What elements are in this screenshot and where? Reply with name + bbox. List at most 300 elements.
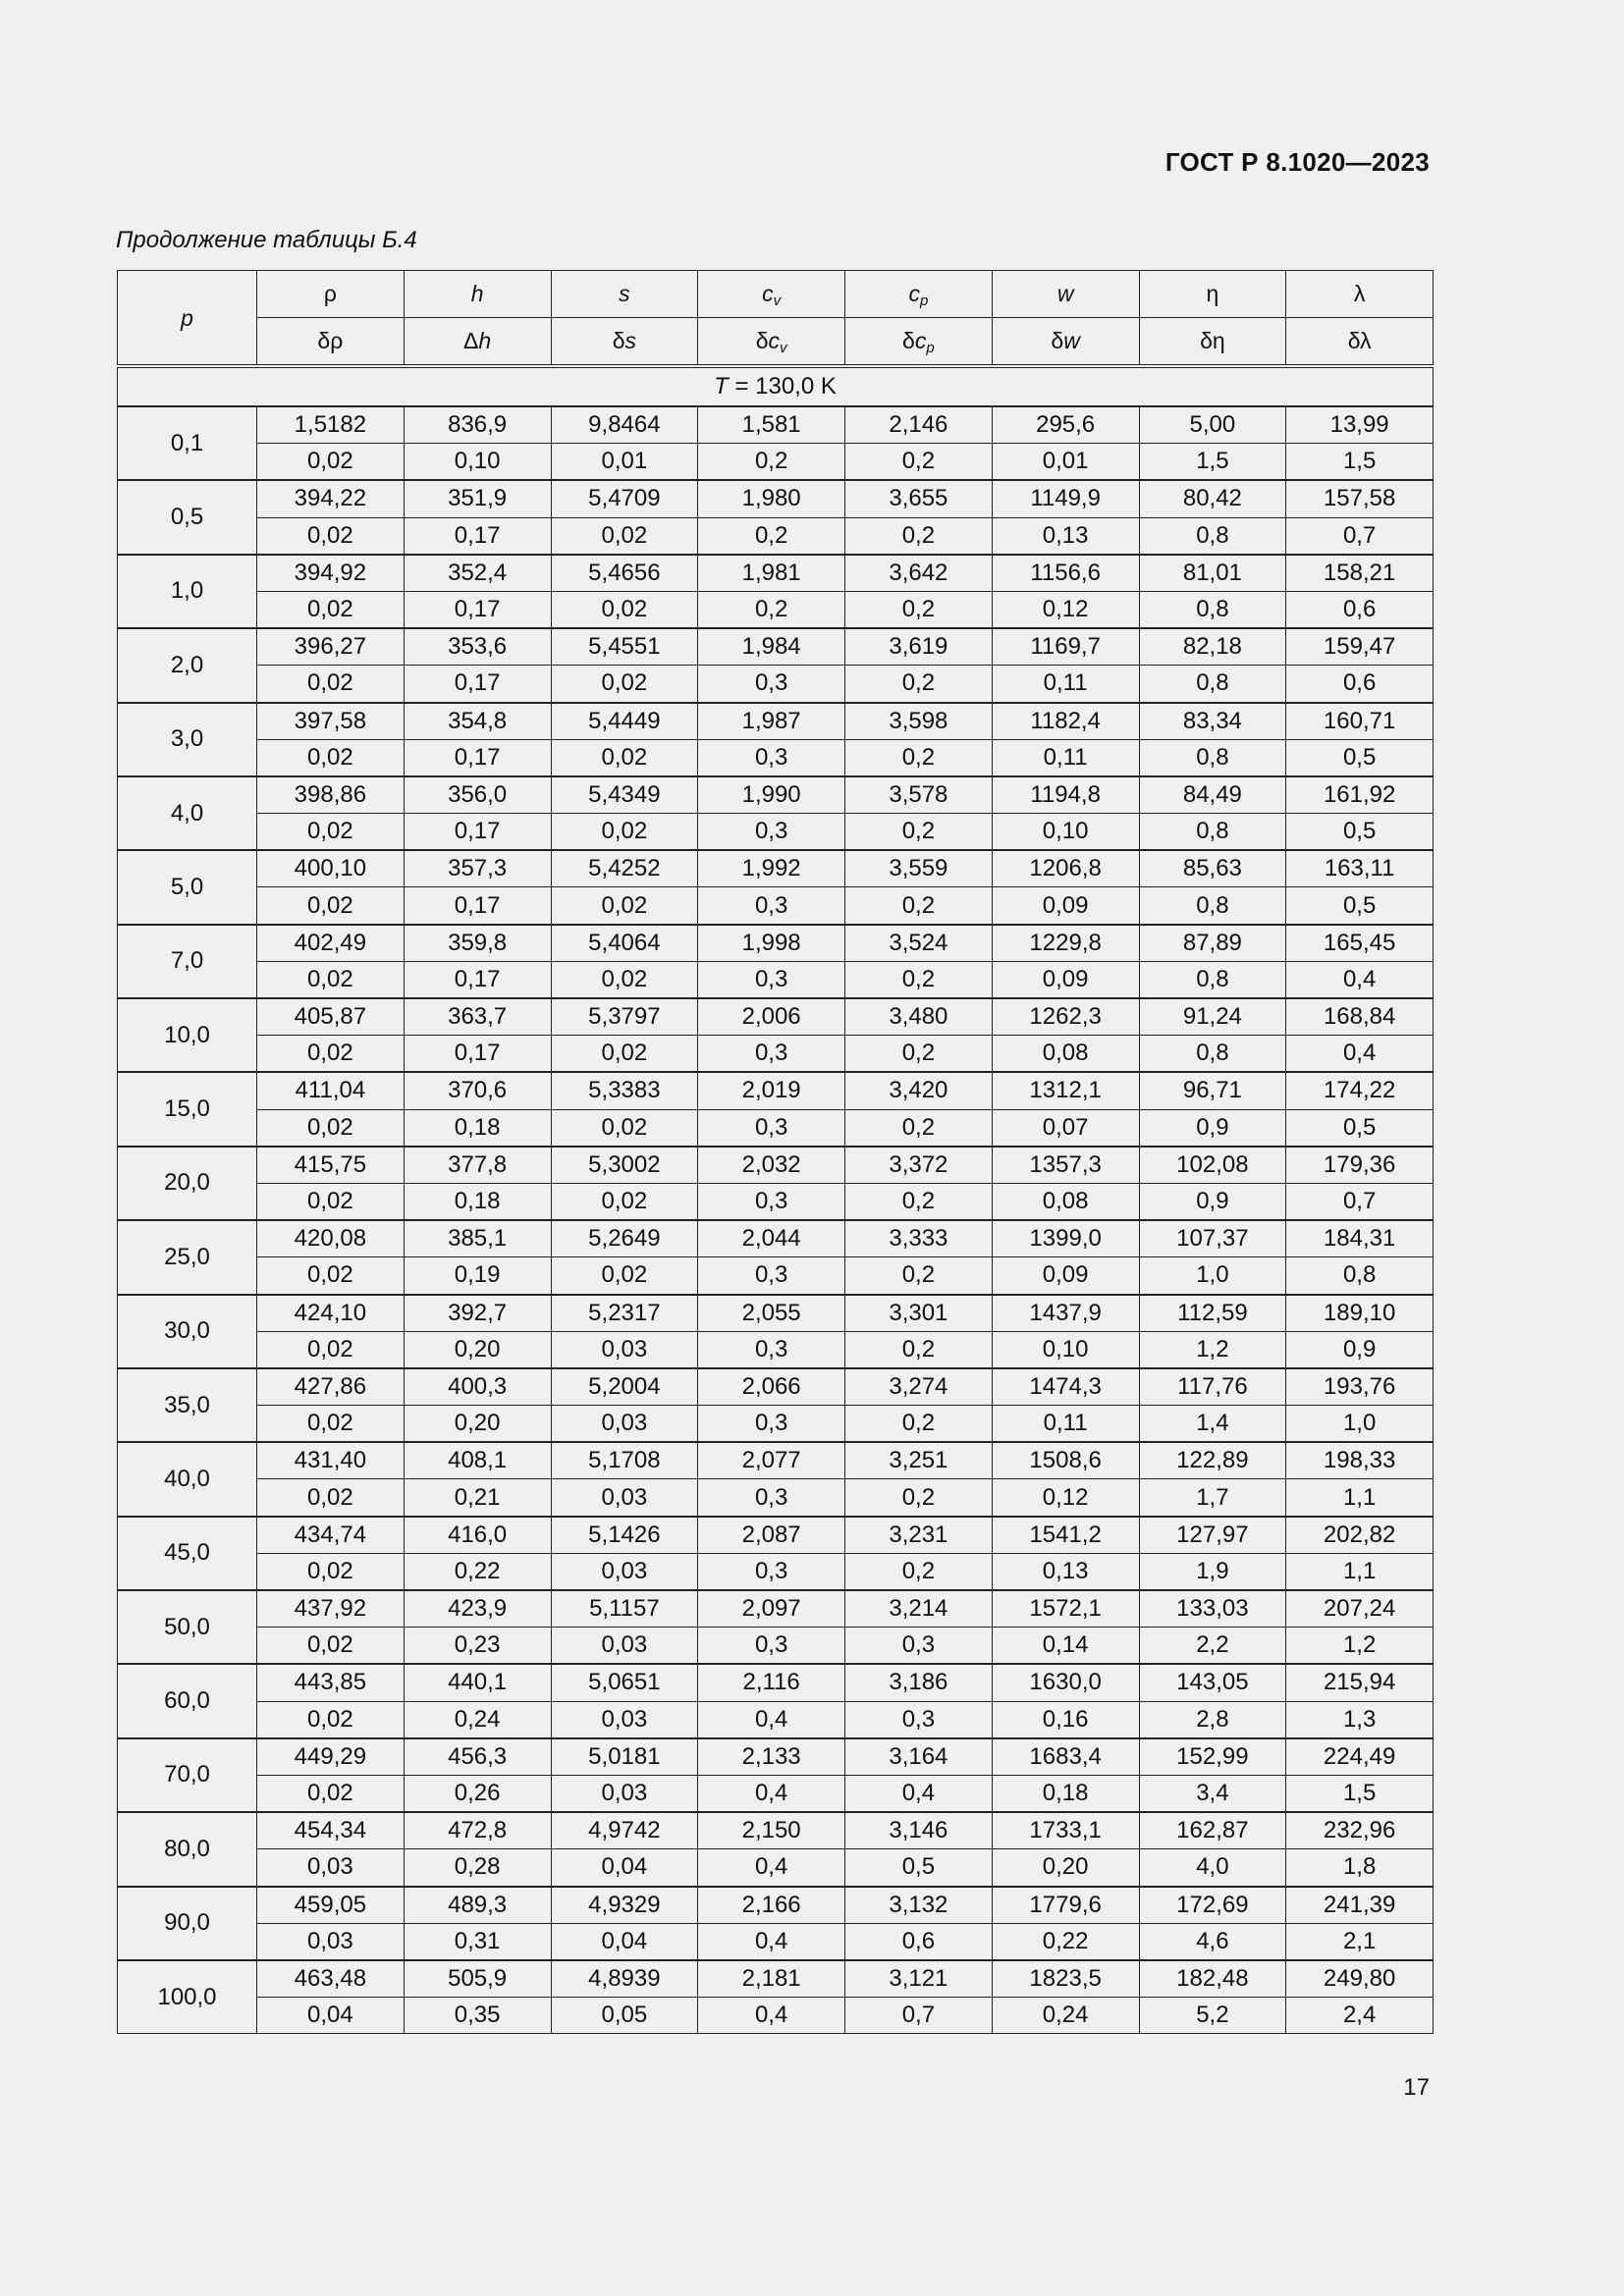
value-cell: 193,76 [1286,1368,1434,1406]
value-cell: 1156,6 [992,555,1139,592]
uncertainty-cell: 0,17 [404,814,551,851]
table-row-uncertainty [118,814,1434,851]
table-row [118,1517,1434,1554]
uncertainty-cell: 0,4 [1286,961,1434,998]
value-cell: 2,006 [698,998,845,1036]
uncertainty-cell: 0,02 [551,1036,698,1073]
uncertainty-cell: 0,03 [551,1553,698,1590]
uncertainty-cell: 0,3 [698,814,845,851]
uncertainty-cell: 0,03 [551,1628,698,1665]
value-cell: 437,92 [257,1590,405,1628]
uncertainty-cell: 0,02 [257,887,405,925]
pressure-column-header: p [118,271,257,367]
value-cell: 1,981 [698,555,845,592]
value-cell: 160,71 [1286,703,1434,740]
value-cell: 1541,2 [992,1517,1139,1554]
standard-code: ГОСТ Р 8.1020—2023 [1164,147,1430,177]
value-cell: 3,480 [845,998,993,1036]
uncertainty-cell: 0,13 [992,517,1139,555]
value-cell: 2,146 [845,406,993,444]
value-cell: 2,181 [698,1960,845,1998]
uncertainty-cell: 2,4 [1286,1998,1434,2034]
header-row-uncertainties [118,318,1434,367]
uncertainty-cell: 0,8 [1139,517,1286,555]
value-cell: 1,998 [698,925,845,962]
table-row-uncertainty [118,444,1434,481]
value-cell: 295,6 [992,406,1139,444]
value-cell: 5,4252 [551,850,698,887]
uncertainty-cell: 1,5 [1286,444,1434,481]
value-cell: 1206,8 [992,850,1139,887]
value-cell: 3,121 [845,1960,993,1998]
uncertainty-cell: 0,07 [992,1109,1139,1147]
value-cell: 4,8939 [551,1960,698,1998]
value-cell: 3,301 [845,1295,993,1332]
pressure-cell: 15,0 [118,1072,257,1146]
uncertainty-cell: 1,0 [1286,1406,1434,1443]
uncertainty-cell: 0,2 [845,444,993,481]
value-cell: 3,372 [845,1147,993,1184]
uncertainty-cell: 0,5 [1286,887,1434,925]
pressure-cell: 10,0 [118,998,257,1072]
value-cell: 434,74 [257,1517,405,1554]
uncertainty-cell: 0,02 [551,739,698,776]
table-row-uncertainty [118,517,1434,555]
uncertainty-cell: 0,11 [992,1406,1139,1443]
value-cell: 2,150 [698,1812,845,1849]
pressure-cell: 70,0 [118,1738,257,1812]
value-cell: 456,3 [404,1738,551,1776]
table-row [118,1147,1434,1184]
uncertainty-cell: 0,26 [404,1775,551,1812]
value-cell: 1262,3 [992,998,1139,1036]
value-cell: 96,71 [1139,1072,1286,1109]
uncertainty-cell: 0,17 [404,887,551,925]
uncertainty-cell: 1,5 [1286,1775,1434,1812]
table-row-uncertainty [118,1479,1434,1517]
uncertainty-cell: 0,2 [845,1553,993,1590]
uncertainty-cell: 0,3 [698,1331,845,1368]
table-row [118,1368,1434,1406]
uncertainty-cell: 0,9 [1139,1109,1286,1147]
table-row-uncertainty [118,739,1434,776]
temperature-value: = 130,0 K [728,373,837,400]
value-cell: 1169,7 [992,628,1139,666]
table-row-uncertainty [118,1257,1434,1295]
value-cell: 408,1 [404,1442,551,1479]
value-cell: 2,133 [698,1738,845,1776]
uncertainty-cell: 0,3 [698,1406,845,1443]
uncertainty-cell: 0,9 [1139,1183,1286,1220]
pressure-cell: 3,0 [118,703,257,776]
value-cell: 122,89 [1139,1442,1286,1479]
value-cell: 394,22 [257,480,405,517]
value-cell: 3,146 [845,1812,993,1849]
uncertainty-cell: 0,4 [845,1775,993,1812]
value-cell: 505,9 [404,1960,551,1998]
header-row-quantities [118,271,1434,318]
value-cell: 443,85 [257,1664,405,1701]
value-cell: 249,80 [1286,1960,1434,1998]
value-cell: 5,1426 [551,1517,698,1554]
value-cell: 5,4709 [551,480,698,517]
uncertainty-cell: 0,2 [845,591,993,628]
value-cell: 1474,3 [992,1368,1139,1406]
uncertainty-cell: 0,05 [551,1998,698,2034]
uncertainty-cell: 0,22 [992,1923,1139,1960]
value-cell: 2,097 [698,1590,845,1628]
uncertainty-cell: 0,7 [1286,517,1434,555]
table-row-uncertainty [118,1109,1434,1147]
pressure-cell: 40,0 [118,1442,257,1516]
uncertainty-cell: 0,7 [845,1998,993,2034]
uncertainty-cell: 0,2 [698,444,845,481]
value-cell: 357,3 [404,850,551,887]
uncertainty-cell: 0,3 [698,1109,845,1147]
column-uncertainty-header-6: δη [1139,318,1286,367]
value-cell: 165,45 [1286,925,1434,962]
value-cell: 1683,4 [992,1738,1139,1776]
value-cell: 1,581 [698,406,845,444]
uncertainty-cell: 1,4 [1139,1406,1286,1443]
value-cell: 352,4 [404,555,551,592]
value-cell: 454,34 [257,1812,405,1849]
value-cell: 9,8464 [551,406,698,444]
uncertainty-cell: 0,5 [1286,1109,1434,1147]
uncertainty-cell: 0,4 [698,1849,845,1887]
pressure-cell: 50,0 [118,1590,257,1664]
column-header-7: λ [1286,271,1434,318]
uncertainty-cell: 0,04 [551,1923,698,1960]
value-cell: 184,31 [1286,1220,1434,1257]
uncertainty-cell: 0,3 [698,1183,845,1220]
properties-table [117,270,1434,2034]
uncertainty-cell: 0,03 [551,1775,698,1812]
value-cell: 402,49 [257,925,405,962]
uncertainty-cell: 0,03 [257,1849,405,1887]
table-row-uncertainty [118,1406,1434,1443]
uncertainty-cell: 0,02 [551,1183,698,1220]
value-cell: 5,00 [1139,406,1286,444]
uncertainty-cell: 0,8 [1139,887,1286,925]
value-cell: 354,8 [404,703,551,740]
uncertainty-cell: 0,17 [404,517,551,555]
value-cell: 182,48 [1139,1960,1286,1998]
value-cell: 2,077 [698,1442,845,1479]
uncertainty-cell: 0,02 [257,517,405,555]
value-cell: 241,39 [1286,1887,1434,1924]
uncertainty-cell: 0,02 [551,1257,698,1295]
uncertainty-cell: 0,5 [1286,739,1434,776]
table-row [118,776,1434,814]
uncertainty-cell: 0,22 [404,1553,551,1590]
uncertainty-cell: 0,6 [1286,591,1434,628]
value-cell: 1630,0 [992,1664,1139,1701]
pressure-cell: 2,0 [118,628,257,702]
pressure-cell: 7,0 [118,925,257,998]
uncertainty-cell: 0,18 [404,1183,551,1220]
uncertainty-cell: 1,0 [1139,1257,1286,1295]
uncertainty-cell: 0,2 [845,887,993,925]
uncertainty-cell: 0,2 [845,1109,993,1147]
value-cell: 215,94 [1286,1664,1434,1701]
uncertainty-cell: 0,4 [1286,1036,1434,1073]
pressure-cell: 25,0 [118,1220,257,1294]
value-cell: 1,990 [698,776,845,814]
uncertainty-cell: 0,01 [992,444,1139,481]
uncertainty-cell: 0,02 [551,887,698,925]
uncertainty-cell: 1,1 [1286,1553,1434,1590]
value-cell: 102,08 [1139,1147,1286,1184]
uncertainty-cell: 0,8 [1139,961,1286,998]
value-cell: 385,1 [404,1220,551,1257]
uncertainty-cell: 0,11 [992,739,1139,776]
pressure-cell: 0,1 [118,406,257,480]
value-cell: 3,251 [845,1442,993,1479]
column-uncertainty-header-4: $\delta c_p$ [845,318,993,367]
uncertainty-cell: 0,02 [551,666,698,703]
value-cell: 3,164 [845,1738,993,1776]
table-row-uncertainty [118,1849,1434,1887]
uncertainty-cell: 0,14 [992,1628,1139,1665]
uncertainty-cell: 0,2 [845,1406,993,1443]
uncertainty-cell: 0,7 [1286,1183,1434,1220]
value-cell: 3,598 [845,703,993,740]
uncertainty-cell: 0,03 [551,1331,698,1368]
value-cell: 2,032 [698,1147,845,1184]
uncertainty-cell: 0,2 [698,517,845,555]
table-row-uncertainty [118,1036,1434,1073]
uncertainty-cell: 1,3 [1286,1701,1434,1738]
value-cell: 107,37 [1139,1220,1286,1257]
table-row [118,555,1434,592]
value-cell: 3,231 [845,1517,993,1554]
uncertainty-cell: 0,02 [257,1628,405,1665]
uncertainty-cell: 0,09 [992,887,1139,925]
uncertainty-cell: 0,02 [257,961,405,998]
value-cell: 431,40 [257,1442,405,1479]
uncertainty-cell: 5,2 [1139,1998,1286,2034]
table-row-uncertainty [118,1628,1434,1665]
uncertainty-cell: 0,02 [257,591,405,628]
column-uncertainty-header-2: δs [551,318,698,367]
uncertainty-cell: 1,7 [1139,1479,1286,1517]
value-cell: 159,47 [1286,628,1434,666]
table-row-uncertainty [118,1701,1434,1738]
uncertainty-cell: 0,13 [992,1553,1139,1590]
uncertainty-cell: 0,2 [845,1479,993,1517]
column-uncertainty-header-1: Δh [404,318,551,367]
table-row-uncertainty [118,1183,1434,1220]
uncertainty-cell: 0,2 [845,1257,993,1295]
uncertainty-cell: 0,02 [551,961,698,998]
uncertainty-cell: 0,02 [257,1701,405,1738]
uncertainty-cell: 0,3 [698,739,845,776]
value-cell: 363,7 [404,998,551,1036]
table-row [118,703,1434,740]
value-cell: 2,116 [698,1664,845,1701]
uncertainty-cell: 0,02 [551,814,698,851]
uncertainty-cell: 0,23 [404,1628,551,1665]
value-cell: 394,92 [257,555,405,592]
uncertainty-cell: 0,02 [551,1109,698,1147]
value-cell: 143,05 [1139,1664,1286,1701]
uncertainty-cell: 0,10 [992,814,1139,851]
column-uncertainty-header-5: δw [992,318,1139,367]
pressure-cell: 5,0 [118,850,257,924]
column-header-0: ρ [257,271,405,318]
value-cell: 163,11 [1286,850,1434,887]
uncertainty-cell: 2,8 [1139,1701,1286,1738]
value-cell: 207,24 [1286,1590,1434,1628]
uncertainty-cell: 0,02 [257,1036,405,1073]
value-cell: 3,333 [845,1220,993,1257]
table-row-uncertainty [118,1331,1434,1368]
value-cell: 5,0181 [551,1738,698,1776]
value-cell: 440,1 [404,1664,551,1701]
uncertainty-cell: 1,5 [1139,444,1286,481]
uncertainty-cell: 0,3 [845,1628,993,1665]
uncertainty-cell: 0,17 [404,666,551,703]
uncertainty-cell: 0,01 [551,444,698,481]
value-cell: 1,987 [698,703,845,740]
uncertainty-cell: 0,08 [992,1183,1139,1220]
table-row [118,1664,1434,1701]
uncertainty-cell: 0,12 [992,591,1139,628]
value-cell: 5,4064 [551,925,698,962]
value-cell: 127,97 [1139,1517,1286,1554]
uncertainty-cell: 0,02 [551,591,698,628]
pressure-cell: 35,0 [118,1368,257,1442]
value-cell: 1312,1 [992,1072,1139,1109]
value-cell: 1823,5 [992,1960,1139,1998]
value-cell: 397,58 [257,703,405,740]
value-cell: 85,63 [1139,850,1286,887]
uncertainty-cell: 4,0 [1139,1849,1286,1887]
value-cell: 83,34 [1139,703,1286,740]
pressure-cell: 60,0 [118,1664,257,1737]
table-row [118,850,1434,887]
uncertainty-cell: 0,5 [845,1849,993,1887]
pressure-cell: 30,0 [118,1295,257,1368]
value-cell: 472,8 [404,1812,551,1849]
uncertainty-cell: 0,04 [551,1849,698,1887]
uncertainty-cell: 0,2 [845,1331,993,1368]
value-cell: 427,86 [257,1368,405,1406]
value-cell: 3,214 [845,1590,993,1628]
value-cell: 353,6 [404,628,551,666]
uncertainty-cell: 0,02 [257,1775,405,1812]
value-cell: 1,5182 [257,406,405,444]
table-row-uncertainty [118,887,1434,925]
uncertainty-cell: 0,2 [845,739,993,776]
uncertainty-cell: 0,03 [551,1406,698,1443]
uncertainty-cell: 0,21 [404,1479,551,1517]
value-cell: 2,166 [698,1887,845,1924]
value-cell: 5,4656 [551,555,698,592]
value-cell: 3,578 [845,776,993,814]
pressure-cell: 100,0 [118,1960,257,2034]
value-cell: 80,42 [1139,480,1286,517]
value-cell: 161,92 [1286,776,1434,814]
uncertainty-cell: 0,20 [992,1849,1139,1887]
table-row [118,1887,1434,1924]
value-cell: 1182,4 [992,703,1139,740]
uncertainty-cell: 0,08 [992,1036,1139,1073]
value-cell: 3,274 [845,1368,993,1406]
value-cell: 202,82 [1286,1517,1434,1554]
value-cell: 168,84 [1286,998,1434,1036]
uncertainty-cell: 0,8 [1139,739,1286,776]
uncertainty-cell: 1,8 [1286,1849,1434,1887]
value-cell: 5,3002 [551,1147,698,1184]
value-cell: 5,1157 [551,1590,698,1628]
value-cell: 87,89 [1139,925,1286,962]
uncertainty-cell: 4,6 [1139,1923,1286,1960]
table-row [118,1812,1434,1849]
value-cell: 5,4551 [551,628,698,666]
value-cell: 1229,8 [992,925,1139,962]
pressure-cell: 90,0 [118,1887,257,1960]
uncertainty-cell: 0,24 [404,1701,551,1738]
uncertainty-cell: 0,17 [404,591,551,628]
value-cell: 836,9 [404,406,551,444]
value-cell: 396,27 [257,628,405,666]
value-cell: 1357,3 [992,1147,1139,1184]
value-cell: 3,420 [845,1072,993,1109]
uncertainty-cell: 0,20 [404,1406,551,1443]
uncertainty-cell: 0,02 [257,1406,405,1443]
value-cell: 179,36 [1286,1147,1434,1184]
uncertainty-cell: 0,8 [1139,814,1286,851]
uncertainty-cell: 0,2 [845,1183,993,1220]
value-cell: 3,619 [845,628,993,666]
uncertainty-cell: 0,04 [257,1998,405,2034]
uncertainty-cell: 0,8 [1139,1036,1286,1073]
uncertainty-cell: 0,17 [404,961,551,998]
value-cell: 112,59 [1139,1295,1286,1332]
pressure-cell: 20,0 [118,1147,257,1220]
value-cell: 2,066 [698,1368,845,1406]
value-cell: 198,33 [1286,1442,1434,1479]
uncertainty-cell: 0,3 [698,1479,845,1517]
value-cell: 370,6 [404,1072,551,1109]
uncertainty-cell: 0,5 [1286,814,1434,851]
value-cell: 1437,9 [992,1295,1139,1332]
table-row-uncertainty [118,1775,1434,1812]
value-cell: 84,49 [1139,776,1286,814]
value-cell: 5,0651 [551,1664,698,1701]
temperature-symbol: T [714,373,729,400]
value-cell: 459,05 [257,1887,405,1924]
uncertainty-cell: 0,18 [404,1109,551,1147]
value-cell: 133,03 [1139,1590,1286,1628]
uncertainty-cell: 0,02 [257,814,405,851]
value-cell: 3,642 [845,555,993,592]
table-row [118,1590,1434,1628]
value-cell: 3,132 [845,1887,993,1924]
table-row [118,1442,1434,1479]
value-cell: 449,29 [257,1738,405,1776]
value-cell: 5,2004 [551,1368,698,1406]
uncertainty-cell: 0,02 [257,1553,405,1590]
value-cell: 415,75 [257,1147,405,1184]
value-cell: 420,08 [257,1220,405,1257]
table-row [118,1960,1434,1998]
value-cell: 162,87 [1139,1812,1286,1849]
uncertainty-cell: 1,1 [1286,1479,1434,1517]
value-cell: 2,055 [698,1295,845,1332]
